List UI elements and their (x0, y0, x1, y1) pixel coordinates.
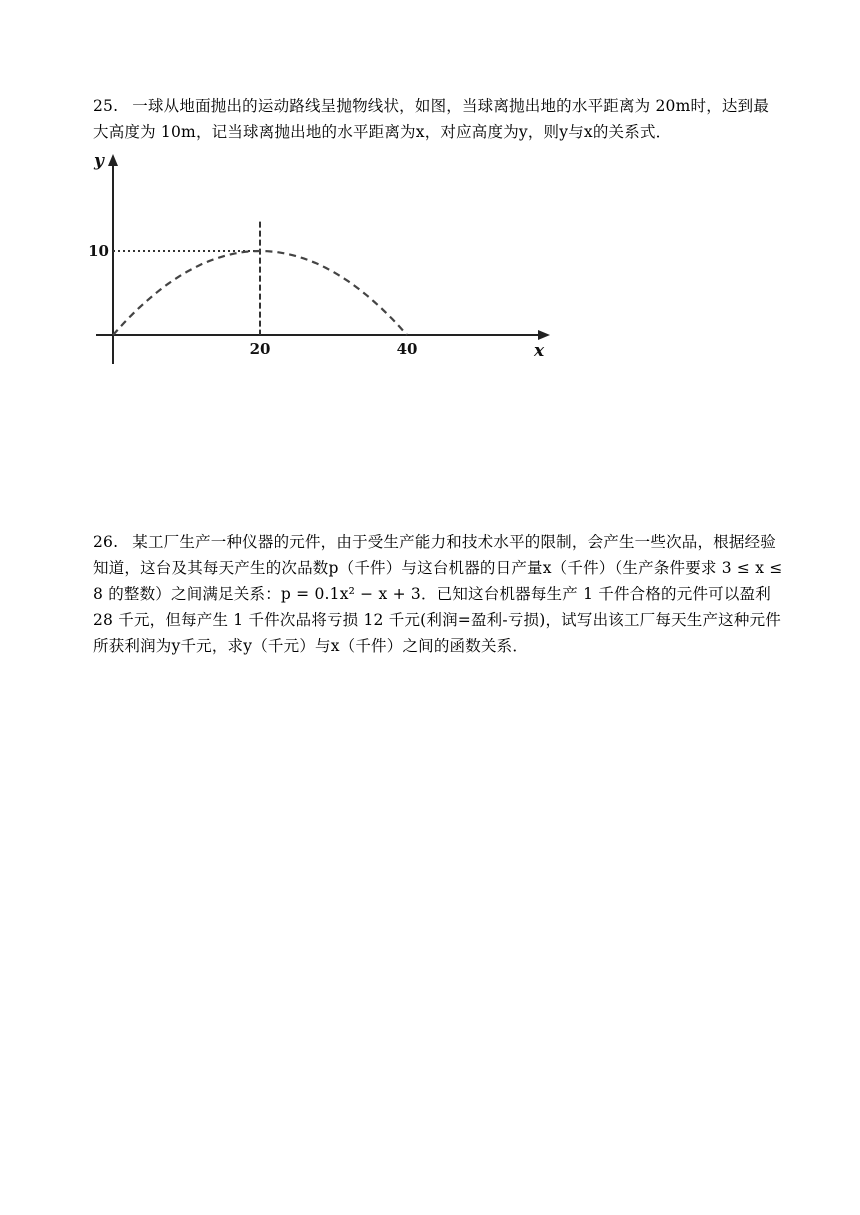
problem-25 (93, 93, 783, 145)
x-axis-label: x (534, 341, 545, 361)
parabola-figure (88, 148, 558, 374)
y-tick-label-10: 10 (88, 242, 109, 260)
problem-26 (93, 529, 783, 659)
problem-number: 25. (93, 97, 119, 115)
x-tick-label-40: 40 (396, 340, 418, 358)
x-tick-label-20: 20 (249, 340, 271, 358)
problem-number: 26. (93, 533, 119, 551)
y-axis-label: y (94, 151, 104, 171)
x-axis-arrow-icon (538, 330, 550, 340)
problem-text: 一球从地面抛出的运动路线呈抛物线状，如图，当球离抛出地的水平距离为 20m时，达到最大高度为 10m，记当球离抛出地的水平距离为x，对应高度为y，则y与x的关系式． (93, 97, 770, 141)
problem-text: 某工厂生产一种仪器的元件，由于受生产能力和技术水平的限制，会产生一些次品，根据经验知道，这台及其每天产生的次品数p（千件）与这台机器的日产量x（千件）（生产条件要求 3 ≤ x ≤ 8 的整数）之间满足关系：p = 0.1x² − x + 3．已知这台机器每生产 1 千件合格的元件可以盈利 28 千元，但每产生 1 千件次品将亏损 12 千元(利润=盈利-亏损)，试写出该工厂每天生产这种元件所获利润为y千元，求y（千元）与x（千件）之间的函数关系． (93, 533, 783, 655)
y-axis-arrow-icon (108, 154, 118, 166)
